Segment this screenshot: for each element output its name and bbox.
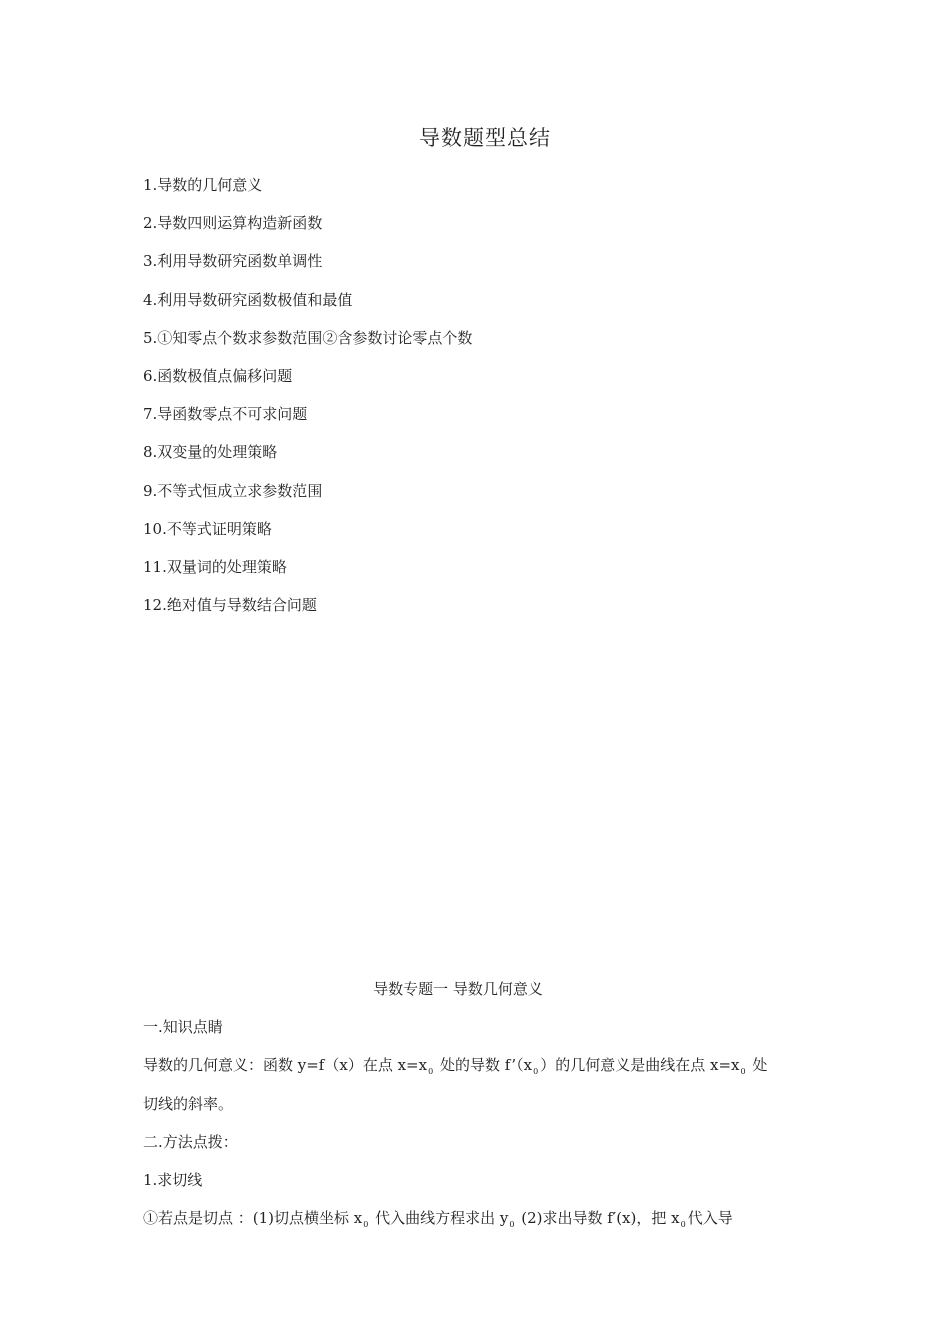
toc-item: 9.不等式恒成立求参数范围 (143, 481, 323, 500)
definition-paragraph (143, 1055, 767, 1082)
method-step (143, 1208, 733, 1235)
toc-item: 5.①知零点个数求参数范围②含参数讨论零点个数 (143, 328, 473, 347)
step-text: (2)求出导数 f′(x)，把 x (516, 1209, 680, 1227)
toc-item: 7.导函数零点不可求问题 (143, 405, 308, 424)
method-item: 1.求切线 (143, 1171, 203, 1189)
subscript: 0 (740, 1067, 746, 1076)
table-of-contents (143, 175, 472, 633)
heading-knowledge: 一.知识点睛 (143, 1018, 223, 1036)
toc-item: 10.不等式证明策略 (143, 519, 272, 538)
section-title: 导数专题一 导数几何意义 (373, 980, 543, 998)
toc-item: 8.双变量的处理策略 (143, 443, 278, 462)
toc-item: 12.绝对值与导数结合问题 (143, 596, 317, 615)
subscript: 0 (428, 1067, 434, 1076)
step-text: ①若点是切点 ：(1)切点横坐标 x (143, 1209, 363, 1227)
step-text: 代入导 (687, 1209, 733, 1227)
toc-item: 3.利用导数研究函数单调性 (143, 252, 323, 271)
step-text: 代入曲线方程求出 y (370, 1209, 509, 1227)
definition-continuation: 切线的斜率。 (143, 1095, 234, 1113)
toc-item: 11.双量词的处理策略 (143, 557, 287, 576)
toc-item: 2.导数四则运算构造新函数 (143, 214, 323, 233)
definition-text: 导数的几何意义：函数 y=f（x）在点 x=x (143, 1056, 428, 1074)
subscript: 0 (533, 1067, 539, 1076)
toc-item: 4.利用导数研究函数极值和最值 (143, 290, 353, 309)
toc-item: 6.函数极值点偏移问题 (143, 366, 293, 385)
definition-text: 处 (747, 1056, 768, 1074)
page-title: 导数题型总结 (419, 126, 551, 150)
subscript: 0 (680, 1220, 686, 1229)
toc-item: 1.导数的几何意义 (143, 176, 263, 194)
heading-methods: 二.方法点拨： (143, 1133, 238, 1151)
definition-text: 处的导数 f’（x (435, 1056, 533, 1074)
subscript: 0 (509, 1220, 515, 1229)
definition-text: ）的几何意义是曲线在点 x=x (540, 1056, 740, 1074)
subscript: 0 (363, 1220, 369, 1229)
